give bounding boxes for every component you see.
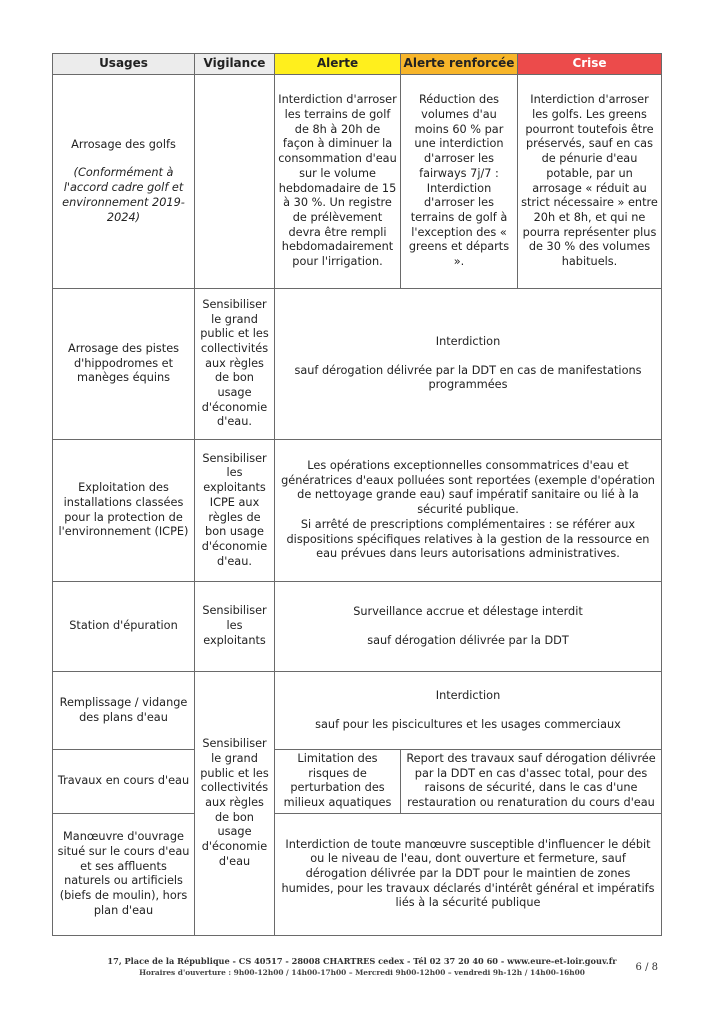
row-ouvrage <box>53 813 662 935</box>
row-hippodromes <box>53 289 662 440</box>
alerte-cell-travaux: Limitation des risques de perturbation des milieux aquatiques <box>275 750 401 814</box>
row-station <box>53 582 662 672</box>
usage-cell-icpe: Exploitation des installations classées pour la protection de l'environnement (ICPE) <box>53 440 195 582</box>
alerte-renforcee-cell-golfs: Réduction des volumes d'au moins 60 % par une interdiction d'arroser les fairways 7j/7 : Interdiction d'arroser les terrains de golf à l'exception des « greens et départs ». <box>401 75 518 289</box>
water-restrictions-table <box>52 53 662 936</box>
measure-cell-station <box>275 582 662 672</box>
footer-address: 17, Place de la République - CS 40517 - 28008 CHARTRES cedex - Tél 02 37 20 40 60 - www.eure-et-loir.gouv.fr <box>107 956 617 966</box>
measure-paragraph: Si arrêté de prescriptions complémentaires : se référer aux dispositions spécifiques relatives à la gestion de la ressource en eau prévues dans leurs autorisations administratives. <box>286 517 650 561</box>
page-number: 6 / 8 <box>635 962 658 973</box>
vigilance-cell-shared: Sensibiliser le grand public et les collectivités aux règles de bon usage d'économie d'eau <box>195 672 275 936</box>
usage-cell-ouvrage: Manœuvre d'ouvrage situé sur le cours d'eau et ses affluents naturels ou artificiels (biefs de moulin), hors plan d'eau <box>53 813 195 935</box>
header-vigilance: Vigilance <box>195 54 275 75</box>
vigilance-cell-golfs <box>195 75 275 289</box>
usage-note: (Conformément à l'accord cadre golf et environnement 2019-2024) <box>62 166 185 224</box>
row-plans-eau <box>53 672 662 750</box>
measure-line: sauf dérogation délivrée par la DDT <box>367 633 569 647</box>
row-golfs <box>53 75 662 289</box>
header-row <box>53 54 662 75</box>
alerte-cell-golfs: Interdiction d'arroser les terrains de golf de 8h à 20h de façon à diminuer la consommation d'eau sur le volume hebdomadaire de 15 à 30 %. Un registre de prélèvement devra être rempli hebdomadairement pour l'irrigation. <box>275 75 401 289</box>
measure-line: sauf pour les piscicultures et les usages commerciaux <box>315 717 621 731</box>
measure-line: Interdiction <box>435 334 501 348</box>
header-usages: Usages <box>53 54 195 75</box>
measure-cell-ouvrage: Interdiction de toute manœuvre susceptible d'influencer le débit ou le niveau de l'eau, dont ouverture et fermeture, sauf dérogation délivrée par la DDT pour le maintien de zones humides, pour les travaux déclarés d'intérêt général et impératifs liés à la sécurité publique <box>275 813 662 935</box>
measure-line: sauf dérogation délivrée par la DDT en cas de manifestations programmées <box>294 363 642 392</box>
row-travaux <box>53 750 662 814</box>
usage-cell-plans-eau: Remplissage / vidange des plans d'eau <box>53 672 195 750</box>
usage-cell-station: Station d'épuration <box>53 582 195 672</box>
vigilance-cell-hippodromes: Sensibiliser le grand public et les collectivités aux règles de bon usage d'économie d'eau. <box>195 289 275 440</box>
vigilance-cell-station: Sensibiliser les exploitants <box>195 582 275 672</box>
row-icpe <box>53 440 662 582</box>
measure-line: Surveillance accrue et délestage interdit <box>353 604 583 618</box>
usage-cell-golfs <box>53 75 195 289</box>
measure-cell-plans-eau <box>275 672 662 750</box>
usage-cell-travaux: Travaux en cours d'eau <box>53 750 195 814</box>
measure-cell-icpe <box>275 440 662 582</box>
measure-line: Interdiction <box>435 688 501 702</box>
vigilance-cell-icpe: Sensibiliser les exploitants ICPE aux règles de bon usage d'économie d'eau. <box>195 440 275 582</box>
usage-cell-hippodromes: Arrosage des pistes d'hippodromes et manèges équins <box>53 289 195 440</box>
footer-hours: Horaires d'ouverture : 9h00-12h00 / 14h00-17h00 – Mercredi 9h00-12h00 – vendredi 9h-12h / 14h00-16h00 <box>139 968 585 977</box>
header-crise: Crise <box>518 54 662 75</box>
crise-cell-travaux: Report des travaux sauf dérogation délivrée par la DDT en cas d'assec total, pour des raisons de sécurité, dans le cas d'une restauration ou renaturation du cours d'eau <box>401 750 662 814</box>
usage-label: Arrosage des golfs <box>71 137 176 151</box>
header-alerte: Alerte <box>275 54 401 75</box>
crise-cell-golfs: Interdiction d'arroser les golfs. Les greens pourront toutefois être préservés, sauf en cas de pénurie d'eau potable, par un arrosage « réduit au strict nécessaire » entre 20h et 8h, et qui ne pourra représenter plus de 30 % des volumes habituels. <box>518 75 662 289</box>
header-alerte-renforcee: Alerte renforcée <box>401 54 518 75</box>
measure-cell-hippodromes <box>275 289 662 440</box>
measure-paragraph: Les opérations exceptionnelles consommatrices d'eau et génératrices d'eaux polluées sont reportées (exemple d'opération de nettoyage grande eau) sauf impératif sanitaire ou lié à la sécurité publique. <box>281 459 655 517</box>
